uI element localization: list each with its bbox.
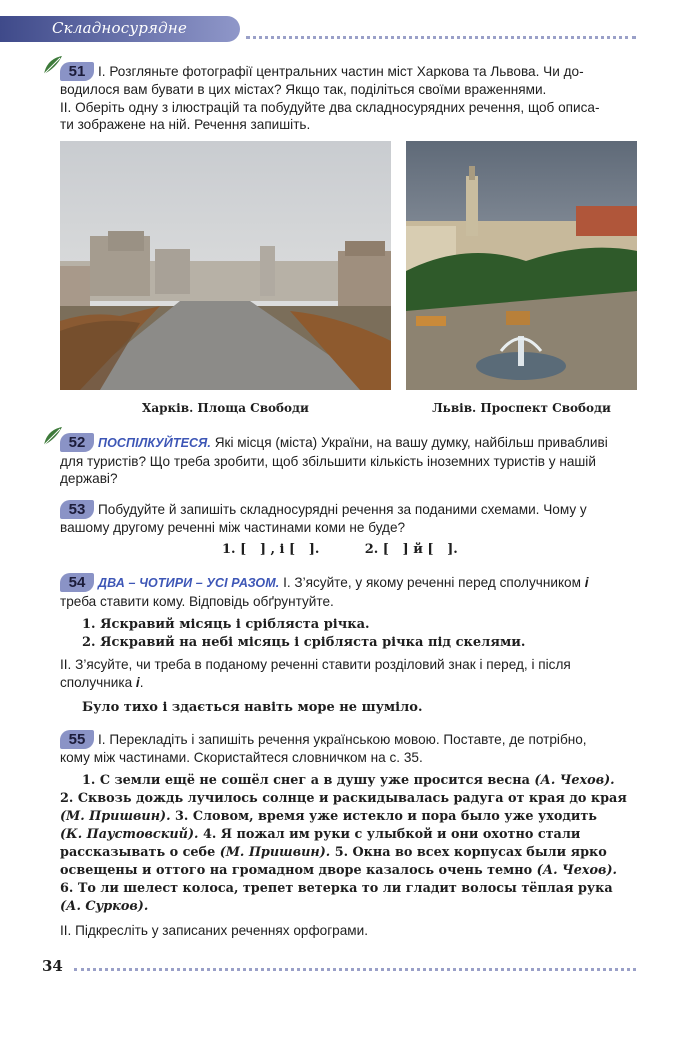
text-line: ти зображене на ній. Речення запишіть. (60, 117, 311, 132)
text-line: вашому другому реченні між частинами коми не буде? (60, 520, 406, 535)
section-title: Складносурядне речення (52, 19, 188, 55)
conjunction: і (584, 575, 589, 590)
text-line: 5. Окна во всех корпусах были ярко (334, 844, 607, 860)
text-line: Побудуйте й запишіть складносурядні речення за поданими схемами. Чому у (98, 502, 587, 517)
page-number: 34 (42, 957, 63, 975)
text-line: Які місця (міста) України, на вашу думку, найбільш привабливі (214, 435, 608, 450)
exercise-number: 52 (60, 433, 94, 452)
text-line: І. Перекладіть і запишіть речення українською мовою. Поставте, де потрібно, (98, 732, 587, 747)
footer-dotted-rule (74, 968, 636, 971)
text-line: . (139, 674, 144, 690)
sentence-3: Було тихо і здається навіть море не шуміло. (82, 700, 423, 715)
exercise-55 (60, 730, 636, 939)
text-line: для туристів? Що треба зробити, щоб збільшити кількість іноземних туристів у нашій (60, 453, 596, 469)
header-dotted-rule (246, 36, 636, 39)
exercise-53 (60, 500, 636, 559)
exercise-52 (60, 433, 636, 488)
author: (М. Пришвин). (219, 844, 331, 860)
author: (А. Сурков). (60, 898, 149, 914)
exercise-54 (60, 573, 636, 717)
text-line: І. З’ясуйте, у якому реченні перед сполучником (283, 575, 585, 590)
photo-lviv (406, 141, 637, 390)
sentence-1: 1. Яскравий місяць і срібляста річка. (82, 617, 370, 632)
text-line: 2. Сквозь дождь лучилось солнце и раскидывалась радуга от края до края (60, 790, 627, 806)
text-line: І. Розгляньте фотографії центральних частин міст Харкова та Львова. Чи до- (98, 64, 584, 79)
text-line: кому між частинами. Скористайтеся словничком на с. 35. (60, 750, 423, 765)
exercise-number: 54 (60, 573, 94, 592)
text-line: ІІ. Підкресліть у записаних реченнях орфограми. (60, 922, 369, 938)
text-line: 6. То ли шелест колоса, трепет ветерка то ли гладит волосы тёплая рука (60, 880, 613, 896)
sentence-2: 2. Яскравий на небі місяць і срібляста річка під скелями. (82, 635, 526, 650)
exercise-number: 53 (60, 500, 94, 519)
author: (А. Чехов). (534, 772, 615, 788)
text-line: треба ставити кому. Відповідь обґрунтуйте. (60, 593, 334, 609)
schemes-line (60, 541, 636, 559)
text-line: сполучника (60, 674, 136, 690)
scheme-1: 1. [ ] , і [ ]. (222, 541, 320, 557)
text-line: ІІ. Оберіть одну з ілюстрацій та побудуйте два складносурядних речення, щоб описа- (60, 99, 600, 115)
text-line: 1. С земли ещё не сошёл снег а в душу уже просится весна (82, 772, 530, 788)
section-header (0, 16, 240, 55)
author: (М. Пришвин). (60, 808, 171, 824)
text-line: рассказывать о себе (60, 844, 216, 860)
activity-label: ДВА – ЧОТИРИ – УСІ РАЗОМ. (98, 576, 280, 590)
text-line: водилося вам бувати в цих містах? Якщо так, поділіться своїми враженнями. (60, 82, 547, 97)
exercise-number: 55 (60, 730, 94, 749)
author: (А. Чехов). (536, 862, 617, 878)
conjunction: і (135, 674, 140, 690)
caption-lviv: Львів. Проспект Свободи (432, 401, 611, 415)
text-line: ІІ. З’ясуйте, чи треба в поданому реченні ставити розділовий знак і перед, і після (60, 657, 571, 672)
exercise-51 (60, 62, 636, 134)
scheme-2: 2. [ ] й [ ]. (364, 541, 458, 557)
text-line: державі? (60, 471, 118, 486)
caption-kharkiv: Харків. Площа Свободи (142, 401, 309, 415)
text-line: освещены и оттого на громадном дворе казалось очень темно (60, 862, 533, 878)
author: (К. Паустовский). (60, 826, 199, 842)
text-line: 4. Я пожал им руки с улыбкой и они охотно стали (202, 826, 581, 842)
exercise-number: 51 (60, 62, 94, 81)
photo-kharkiv (60, 141, 391, 390)
activity-label: ПОСПІЛКУЙТЕСЯ. (98, 436, 211, 450)
russian-text (60, 772, 636, 916)
text-line: 3. Словом, время уже истекло и пора было уже уходить (175, 808, 597, 824)
